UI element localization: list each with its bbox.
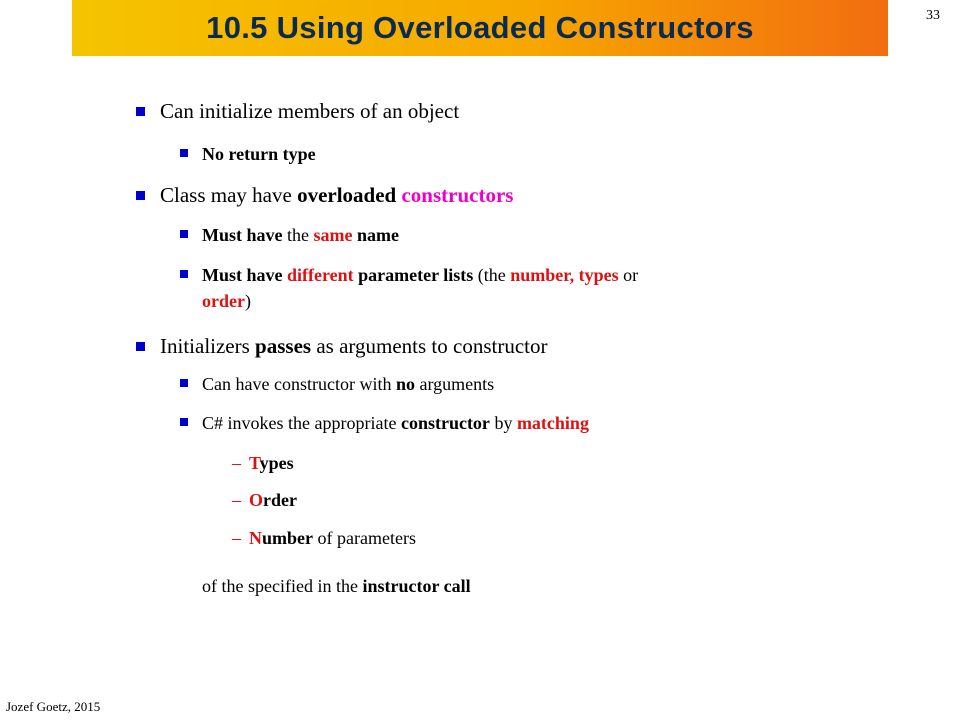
page-number: 33 [926,8,940,23]
title-bar [72,0,888,56]
sub-item-number [232,525,416,551]
sub-item-types [232,450,294,476]
bullet-no-return-type [180,141,316,167]
bullet-text: Can initialize members of an object [160,99,460,123]
dash-bullet-icon: – [232,490,241,510]
square-bullet-icon [136,191,145,200]
bullet-text: Initializers passes as arguments to constructor [160,334,548,358]
bullet-text: Must have the same name [202,225,399,245]
footer-credit: Jozef Goetz, 2015 [6,699,101,714]
bullet-text: No return type [202,144,316,164]
bullet-different-parameter-lists [180,262,880,314]
square-bullet-icon [180,149,188,157]
slide-title: 10.5 Using Overloaded Constructors [206,10,754,45]
bullet-text: C# invokes the appropriate constructor by matching [202,413,589,433]
bullet-same-name [180,222,399,248]
square-bullet-icon [180,379,188,387]
bullet-initialize-members [136,98,459,124]
continuation-text: of the specified in the instructor call [202,576,471,596]
square-bullet-icon [180,418,188,426]
sub-item-text: Number of parameters [249,528,416,548]
bullet-no-arguments [180,371,494,397]
sub-item-text: Order [249,490,297,510]
continuation-line [202,573,471,599]
bullet-invokes-constructor [180,410,589,436]
bullet-text: Can have constructor with no arguments [202,374,495,394]
dash-bullet-icon: – [232,453,241,473]
square-bullet-icon [136,107,145,116]
sub-item-text: Types [249,453,294,473]
bullet-overloaded-constructors [136,182,513,208]
square-bullet-icon [136,342,145,351]
sub-item-order [232,487,297,513]
dash-bullet-icon: – [232,528,241,548]
square-bullet-icon [180,230,188,238]
bullet-initializers-passes [136,333,547,359]
square-bullet-icon [180,270,188,278]
bullet-text: Class may have overloaded constructors [160,183,514,207]
bullet-text: Must have different parameter lists (the number, types or order) [202,265,639,311]
